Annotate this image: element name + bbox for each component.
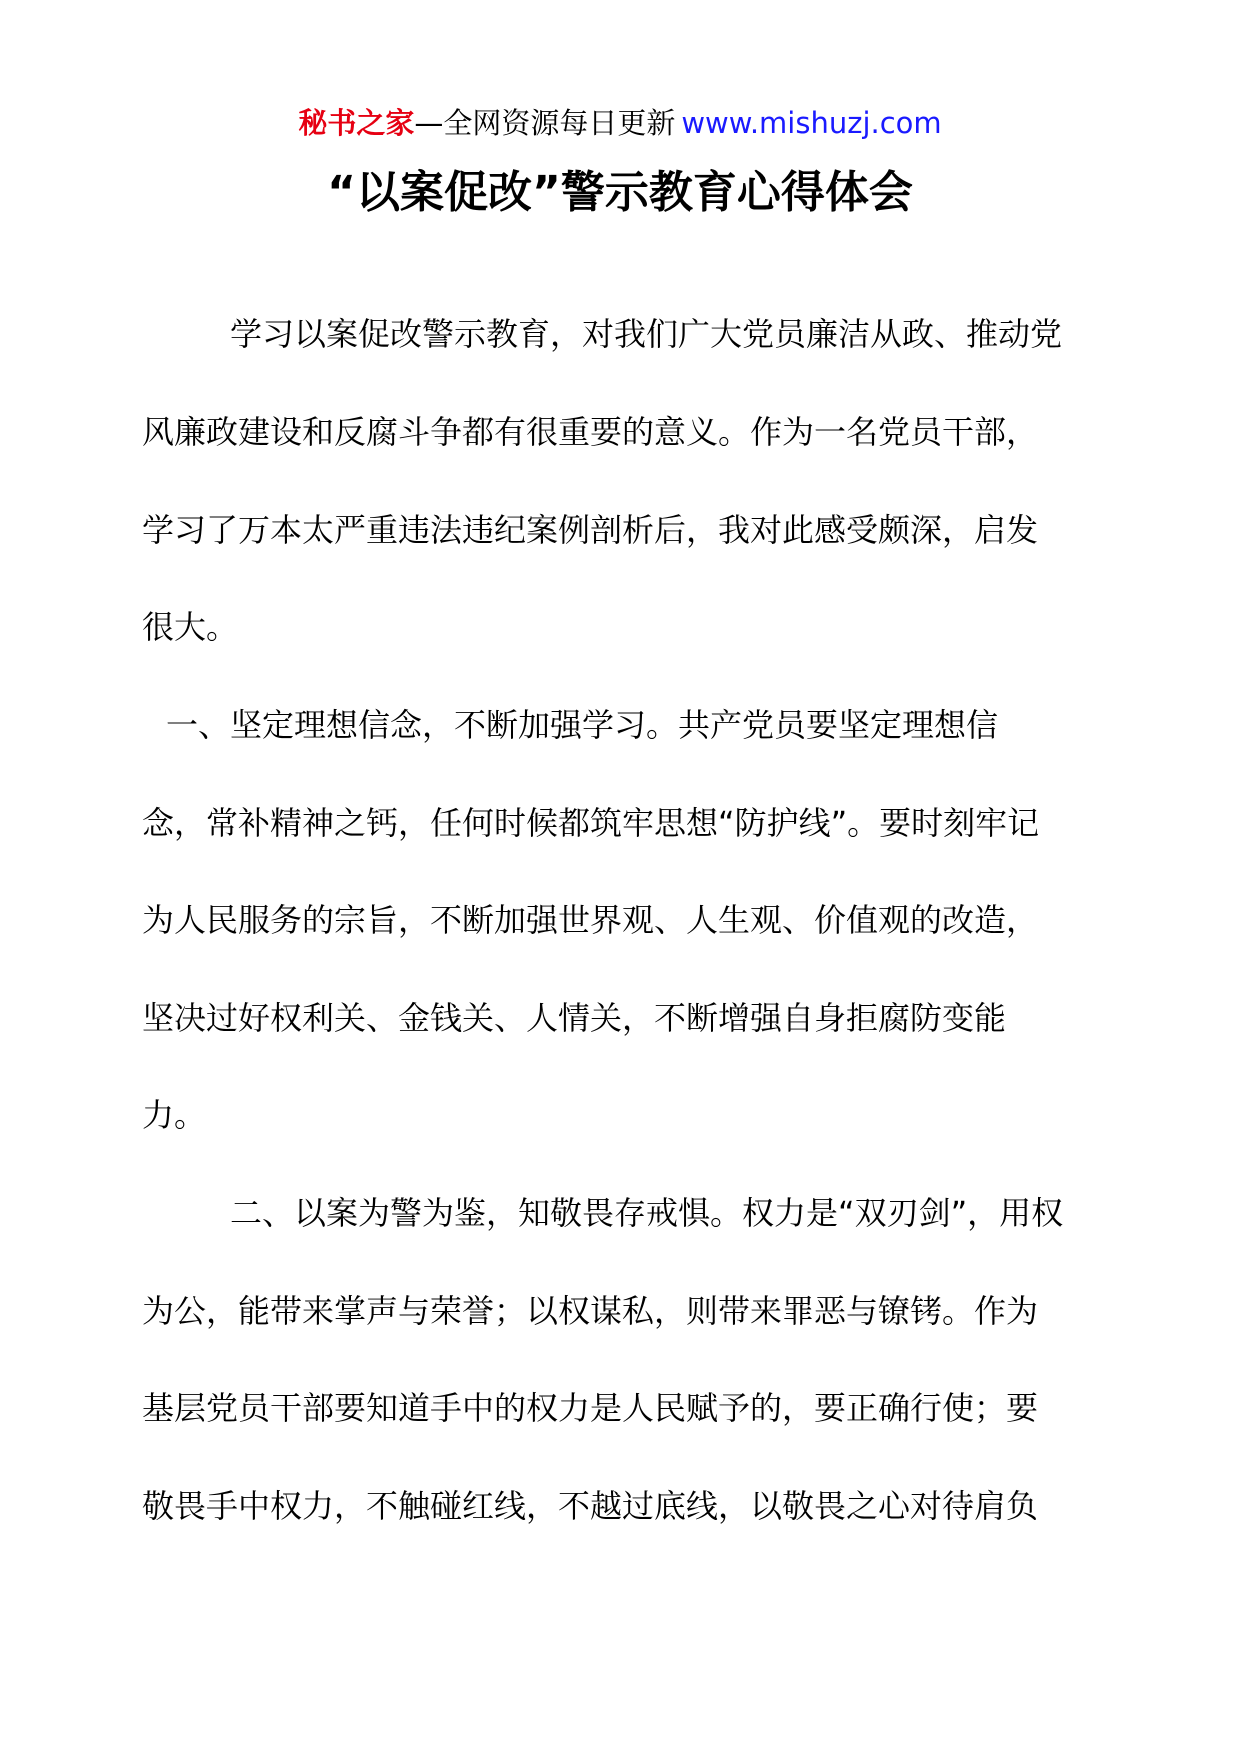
site-header — [0, 103, 1240, 143]
paragraph-line: 力。 — [142, 1096, 207, 1134]
paragraph-line: 很大。 — [142, 608, 239, 646]
paragraph-line: 学习了万本太严重违法违纪案例剖析后，我对此感受颇深，启发 — [142, 511, 1039, 549]
paragraph-line: 敬畏手中权力，不触碰红线，不越过底线，以敬畏之心对待肩负 — [142, 1487, 1039, 1525]
paragraph-line: 基层党员干部要知道手中的权力是人民赋予的，要正确行使；要 — [142, 1389, 1039, 1427]
paragraph-line: 风廉政建设和反腐斗争都有很重要的意义。作为一名党员干部， — [142, 413, 1039, 451]
paragraph-line: 为人民服务的宗旨，不断加强世界观、人生观、价值观的改造， — [142, 901, 1039, 939]
header-tagline: —全网资源每日更新 — [414, 106, 676, 140]
paragraph-line: 为公，能带来掌声与荣誉；以权谋私，则带来罪恶与镣铐。作为 — [142, 1292, 1039, 1330]
brand-name: 秘书之家 — [298, 106, 415, 140]
paragraph-line: 二、以案为警为鉴，知敬畏存戒惧。权力是“双刃剑”，用权 — [230, 1194, 1064, 1232]
paragraph-line: 念，常补精神之钙，任何时候都筑牢思想“防护线”。要时刻牢记 — [142, 804, 1040, 842]
paragraph-line: 坚决过好权利关、金钱关、人情关，不断增强自身拒腐防变能 — [142, 999, 1007, 1037]
paragraph-line: 学习以案促改警示教育，对我们广大党员廉洁从政、推动党 — [230, 315, 1063, 353]
paragraph-line: 一、坚定理想信念，不断加强学习。共产党员要坚定理想信 — [166, 706, 999, 744]
document-title: “以案促改”警示教育心得体会 — [327, 167, 913, 218]
site-url-link[interactable]: www.mishuzj.com — [681, 106, 942, 140]
